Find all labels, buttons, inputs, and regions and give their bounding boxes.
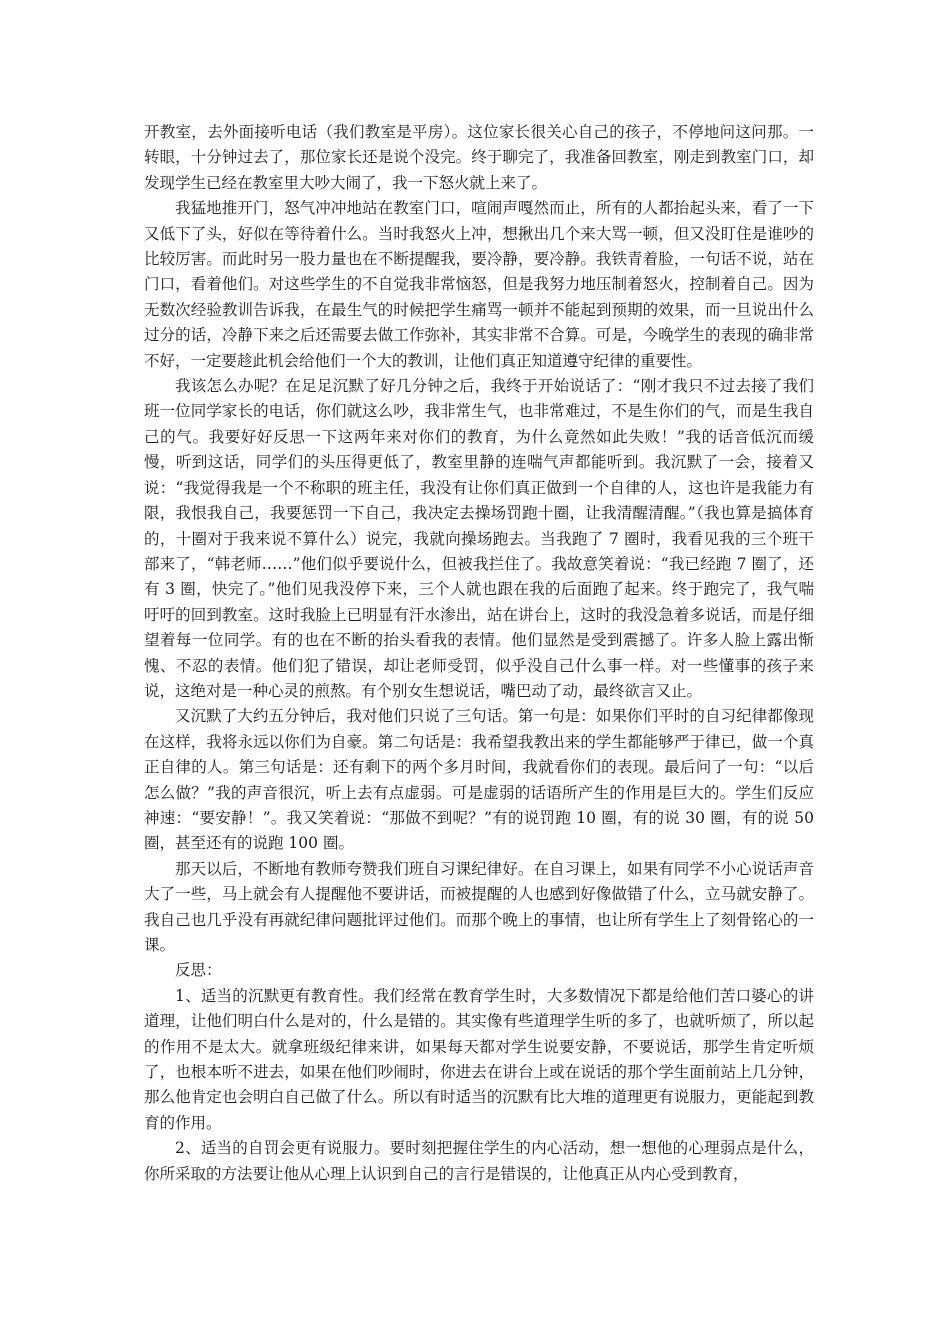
- paragraph-classroom-door: 我猛地推开门，怒气冲冲地站在教室门口，喧闹声嘎然而止，所有的人都抬起头来，看了一下又低下了头，好似在等待着什么。当时我怒火上冲，想揪出几个来大骂一顿，但又没盯住是谁吵的比较厉害。而此时另一股力量也在不断提醒我，要冷静，要冷静。我铁青着脸，一句话不说，站在门口，看着他们。对这些学生的不自觉我非常恼怒，但是我努力地压制着怒火，控制着自己。因为无数次经验教训告诉我，在最生气的时候把学生痛骂一顿并不能起到预期的效果，而一旦说出什么过分的话，冷静下来之后还需要去做工作弥补，其实非常不合算。可是，今晚学生的表现的确非常不好，一定要趁此机会给他们一个大的教训，让他们真正知道遵守纪律的重要性。: [144, 199, 814, 370]
- reflection-heading: 反思：: [175, 961, 222, 980]
- paragraph-aftermath: 那天以后，不断地有教师夸赞我们班自习课纪律好。在自习课上，如果有同学不小心说话声音大了一些，马上就会有人提醒他不要讲话，而被提醒的人也感到好像做错了什么，立马就安静了。我自己也几乎没有再就纪律问题批评过他们。而那个晚上的事情，也让所有学生上了刻骨铭心的一课。: [144, 859, 814, 954]
- paragraph-continuation: 开教室，去外面接听电话（我们教室是平房）。这位家长很关心自己的孩子，不停地问这问那。一转眼，十分钟过去了，那位家长还是说个没完。终于聊完了，我准备回教室，刚走到教室门口，却发现学生已经在教室里大吵大闹了，我一下怒火就上来了。: [144, 123, 814, 192]
- document-body: [144, 120, 814, 1187]
- reflection-point-2: 2、适当的自罚会更有说服力。要时刻把握住学生的内心活动，想一想他的心理弱点是什么，你所采取的方法要让他从心理上认识到自己的言行是错误的，让他真正从内心受到教育，: [144, 1139, 814, 1183]
- reflection-point-1: 1、适当的沉默更有教育性。我们经常在教育学生时，大多数情况下都是给他们苦口婆心的讲道理，让他们明白什么是对的，什么是错的。其实像有些道理学生听的多了，也就听烦了，所以起的作用不是太大。就拿班级纪律来讲，如果每天都对学生说要安静，不要说话，那学生肯定听烦了，也根本听不进去，如果在他们吵闹时，你进去在讲台上或在说话的那个学生面前站上几分钟，那么他肯定也会明白自己做了什么。所以有时适当的沉默有比大堆的道理更有说服力，更能起到教育的作用。: [144, 986, 814, 1132]
- paragraph-three-sentences: 又沉默了大约五分钟后，我对他们只说了三句话。第一句是：如果你们平时的自习纪律都像现在这样，我将永远以你们为自豪。第二句话是：我希望我教出来的学生都能够严于律已，做一个真正自律的人。第三句话是：还有剩下的两个多月时间，我就看你们的表现。最后问了一句：“以后怎么做？”我的声音很沉，听上去有点虚弱。可是虚弱的话语所产生的作用是巨大的。学生们反应神速：“要安静！”。我又笑着说：“那做不到呢？”有的说罚跑 10 圈，有的说 30 圈，有的说 50 圈，甚至还有的说跑 100 圈。: [144, 707, 814, 853]
- paragraph-self-punishment: 我该怎么办呢？在足足沉默了好几分钟之后，我终于开始说话了：“刚才我只不过去接了我们班一位同学家长的电话，你们就这么吵，我非常生气，也非常难过，不是生你们的气，而是生我自己的气。我要好好反思一下这两年来对你们的教育，为什么竟然如此失败！”我的话音低沉而缓慢，听到这话，同学们的头压得更低了，教室里静的连喘气声都能听到。我沉默了一会，接着又说：“我觉得我是一个不称职的班主任，我没有让你们真正做到一个自律的人，这也许是我能力有限，我恨我自己，我要惩罚一下自己，我决定去操场罚跑十圈，让我清醒清醒。”（我也算是搞体育的，十圈对于我来说不算什么）说完，我就向操场跑去。当我跑了 7 圈时，我看见我的三个班干部来了，“韩老师……”他们似乎要说什么，但被我拦住了。我故意笑着说：“我已经跑 7 圈了，还有 3 圈，快完了。”他们见我没停下来，三个人就也跟在我的后面跑了起来。终于跑完了，我气喘吁吁的回到教室。这时我脸上已明显有汗水渗出，站在讲台上，这时的我没急着多说话，而是仔细望着每一位同学。有的也在不断的抬头看我的表情。他们显然是受到震撼了。许多人脸上露出惭愧、不忍的表情。他们犯了错误，却让老师受罚，似乎没自己什么事一样。对一些懂事的孩子来说，这绝对是一种心灵的煎熬。有个别女生想说话，嘴巴动了动，最终欲言又止。: [144, 377, 814, 700]
